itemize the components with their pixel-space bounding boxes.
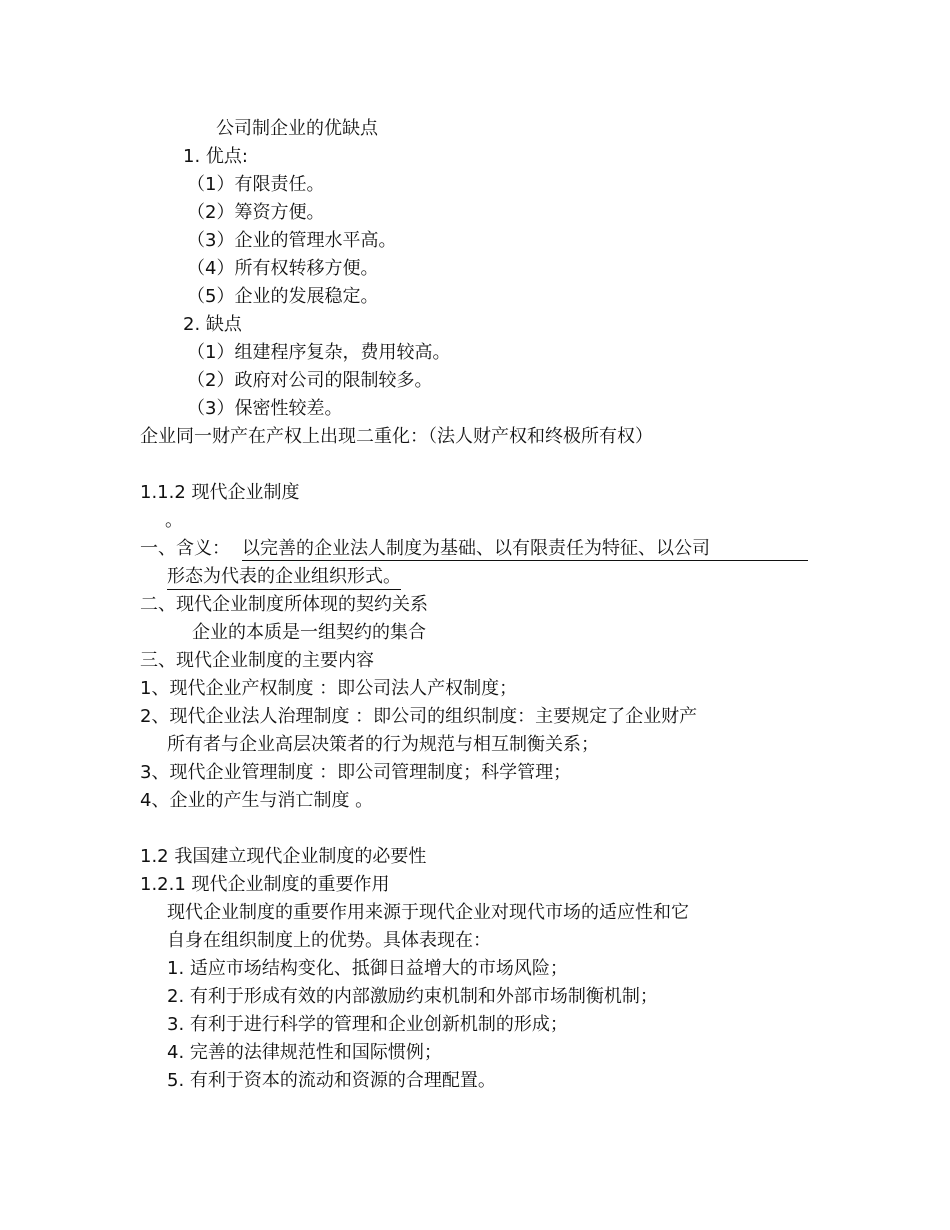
content-item-1: 1、现代企业产权制度 ：即公司法人产权制度； xyxy=(140,678,518,699)
content-item-2-line-1: 2、现代企业法人治理制度 ：即公司的组织制度：主要规定了企业财产 xyxy=(140,706,698,727)
role-point: 5. 有利于资本的流动和资源的合理配置。 xyxy=(167,1070,496,1091)
content-item-2-line-2: 所有者与企业高层决策者的行为规范与相互制衡关系； xyxy=(167,734,599,755)
content-item-3: 3、现代企业管理制度 ：即公司管理制度；科学管理； xyxy=(140,762,572,783)
content-item-4: 4、企业的产生与消亡制度 。 xyxy=(140,790,374,811)
section-121-heading: 1.2.1 现代企业制度的重要作用 xyxy=(140,874,390,895)
advantage-item: （5）企业的发展稳定。 xyxy=(187,286,379,307)
content-heading: 三、现代企业制度的主要内容 xyxy=(140,650,374,671)
role-point: 2. 有利于形成有效的内部激励约束机制和外部市场制衡机制； xyxy=(167,986,658,1007)
stray-dot: 。 xyxy=(165,510,183,531)
disadvantage-item: （1）组建程序复杂，费用较高。 xyxy=(187,342,451,363)
disadvantage-item: （3）保密性较差。 xyxy=(187,398,343,419)
definition-line-1: 以完善的企业法人制度为基础、以有限责任为特征、以公司 xyxy=(242,538,710,559)
advantage-item: （1）有限责任。 xyxy=(187,174,325,195)
dual-ownership-note: 企业同一财产在产权上出现二重化：（法人财产权和终极所有权） xyxy=(140,426,653,447)
underline-rule xyxy=(242,560,808,561)
advantages-heading: 1. 优点: xyxy=(183,146,248,167)
section-title: 公司制企业的优缺点 xyxy=(216,118,378,139)
definition-line-2: 形态为代表的企业组织形式。 xyxy=(167,566,401,590)
section-112-heading: 1.1.2 现代企业制度 xyxy=(140,482,300,503)
role-point: 1. 适应市场结构变化、抵御日益增大的市场风险； xyxy=(167,958,568,979)
disadvantages-heading: 2. 缺点 xyxy=(183,314,242,335)
intro-line-1: 现代企业制度的重要作用来源于现代企业对现代市场的适应性和它 xyxy=(167,902,689,923)
definition-prefix: 一、含义： xyxy=(140,538,230,559)
contract-text: 企业的本质是一组契约的集合 xyxy=(192,622,426,643)
section-12-heading: 1.2 我国建立现代企业制度的必要性 xyxy=(140,846,427,867)
advantage-item: （4）所有权转移方便。 xyxy=(187,258,379,279)
contract-heading: 二、现代企业制度所体现的契约关系 xyxy=(140,594,428,615)
role-point: 4. 完善的法律规范性和国际惯例； xyxy=(167,1042,442,1063)
role-point: 3. 有利于进行科学的管理和企业创新机制的形成； xyxy=(167,1014,568,1035)
advantage-item: （3）企业的管理水平高。 xyxy=(187,230,397,251)
disadvantage-item: （2）政府对公司的限制较多。 xyxy=(187,370,433,391)
advantage-item: （2）筹资方便。 xyxy=(187,202,325,223)
intro-line-2: 自身在组织制度上的优势。具体表现在： xyxy=(167,930,491,951)
